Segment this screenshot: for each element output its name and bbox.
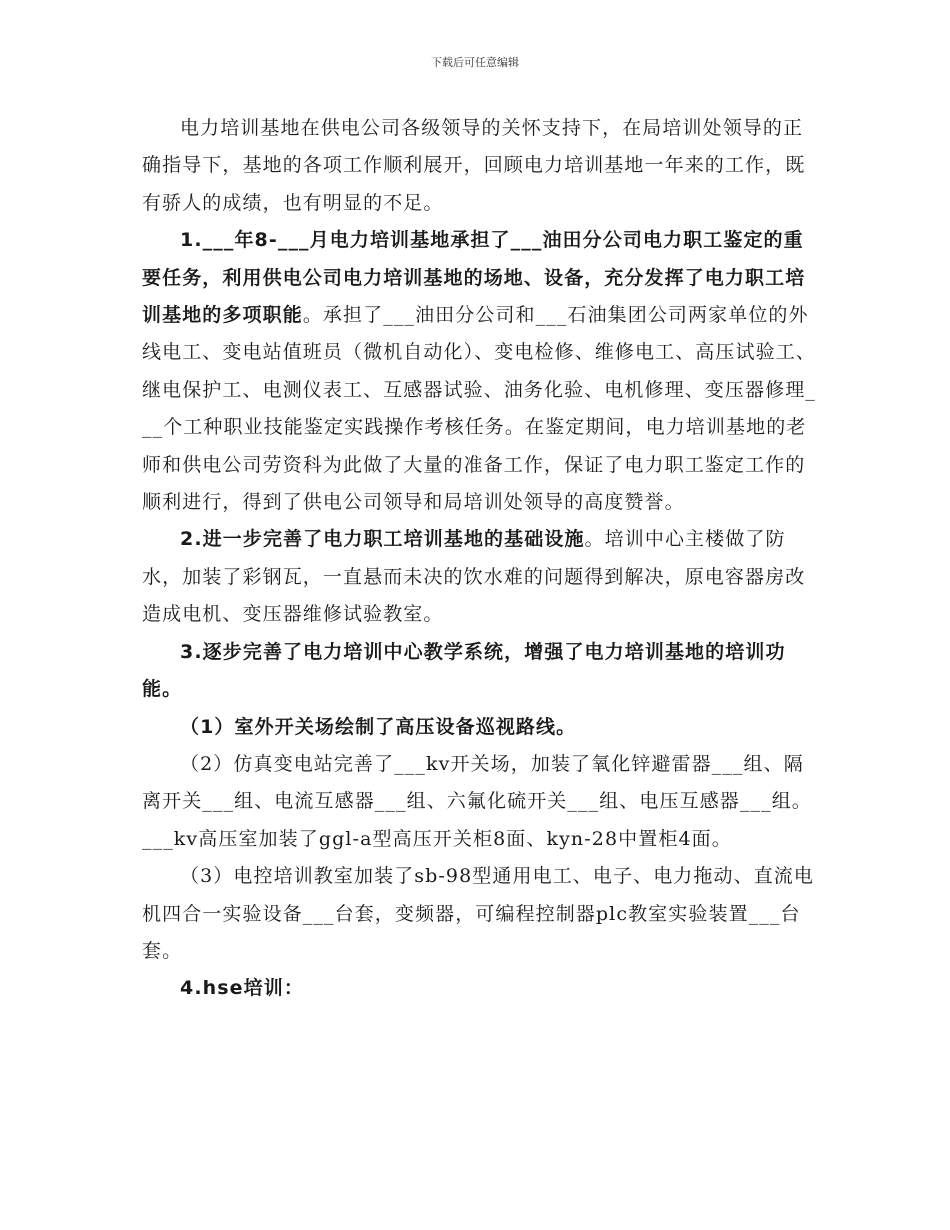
paragraph-item-3	[142, 634, 822, 709]
item-2-text: 。培训中心主楼做了防水，加装了彩钢瓦，一直悬而未决的饮水难的问题得到解决，原电容器房改造成电机、变压器维修试验教室。	[142, 528, 806, 626]
paragraph-intro-text: 电力培训基地在供电公司各级领导的关怀支持下，在局培训处领导的正确指导下，基地的各项工作顺利展开，回顾电力培训基地一年来的工作，既有骄人的成绩，也有明显的不足。	[142, 117, 806, 214]
item-2-heading: 2.进一步完善了电力职工培训基地的基础设施	[180, 528, 585, 551]
sub-1-text: （1）室外开关场绘制了高压设备巡视路线。	[180, 715, 577, 738]
paragraph-intro	[142, 110, 822, 222]
item-1-text: 。承担了___油田分公司和___石油集团公司两家单位的外线电工、变电站值班员（微机自动化）、变电检修、维修电工、高压试验工、继电保护工、电测仪表工、互感器试验、油务化验、电机修理、变压器修理___个工种职业技能鉴定实践操作考核任务。在鉴定期间，电力培训基地的老师和供电公司劳资科为此做了大量的准备工作，保证了电力职工鉴定工作的顺利进行，得到了供电公司领导和局培训处领导的高度赞誉。	[142, 304, 816, 514]
paragraph-sub-3	[142, 858, 822, 970]
item-1-heading: 1.___年8-___月电力培训基地承担了___油田分公司电力职工鉴定的重要任务，利用供电公司电力培训基地的场地、设备，充分发挥了电力职工培训基地的多项职能	[142, 229, 806, 327]
paragraph-item-4	[142, 970, 822, 1007]
paragraph-item-2	[142, 521, 822, 633]
sub-3-text: （3）电控培训教室加装了sb-98型通用电工、电子、电力拖动、直流电机四合一实验设备___台套，变频器，可编程控制器plc教室实验装置___台套。	[142, 865, 814, 962]
document-body	[142, 110, 822, 1008]
item-3-heading: 3.逐步完善了电力培训中心教学系统，增强了电力培训基地的培训功能。	[142, 640, 786, 701]
paragraph-sub-2	[142, 746, 822, 858]
sub-2-text: （2）仿真变电站完善了___kv开关场，加装了氧化锌避雷器___组、隔离开关___组、电流互感器___组、六氟化硫开关___组、电压互感器___组。___kv高压室加装了ggl-a型高压开关柜8面、kyn-28中置柜4面。	[142, 752, 812, 850]
paragraph-sub-1	[142, 709, 822, 746]
item-4-heading: 4.hse培训：	[180, 977, 304, 1000]
header-note: 下载后可任意编辑	[431, 56, 519, 69]
paragraph-item-1	[142, 222, 822, 521]
